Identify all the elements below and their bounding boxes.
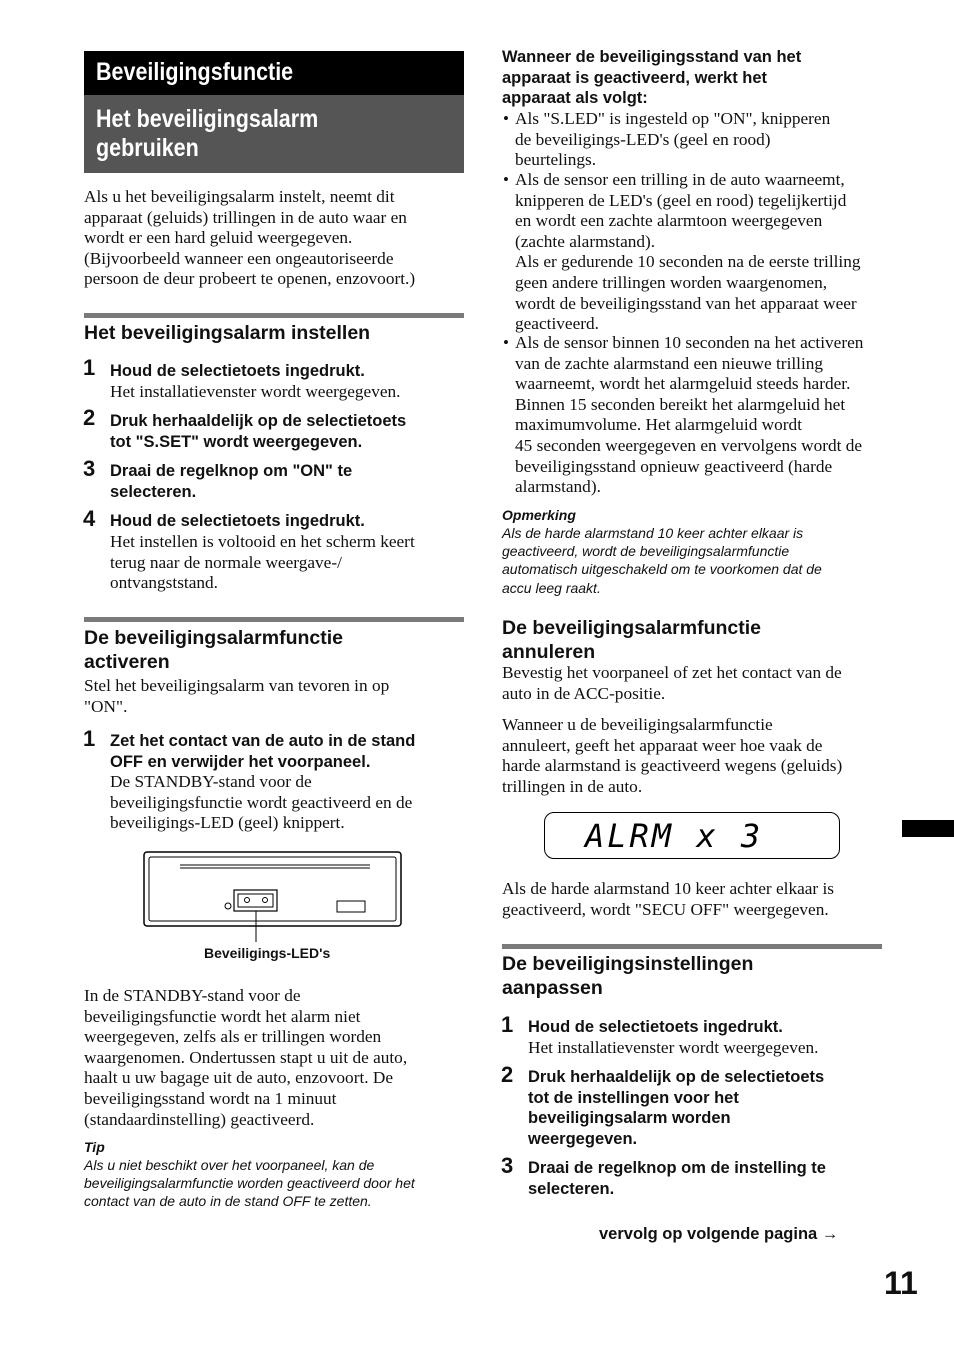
car-unit-illustration: [140, 848, 406, 946]
activate-intro: Stel het beveiligingsalarm van tevoren in op "ON".: [84, 676, 390, 716]
cancel-paragraph-2: Wanneer u de beveiligingsalarmfunctie annuleert, geeft het apparaat weer hoe vaak de harde alarmstand is geactiveerd wegens (geluids) trillingen in de auto.: [502, 715, 843, 796]
subsection-title-line1: Het beveiligingsalarm: [96, 105, 319, 133]
step-title: Houd de selectietoets ingedrukt.: [528, 1018, 783, 1036]
step-title: Houd de selectietoets ingedrukt.: [110, 362, 365, 380]
section-rule: [84, 313, 464, 318]
lcd-display: [544, 812, 840, 859]
step-title: Draai de regelknop om "ON" te selecteren.: [110, 462, 353, 501]
note-text: Als de harde alarmstand 10 keer achter elkaar is geactiveerd, wordt de beveiligingsalarmfunctie automatisch uitgeschakeld om te voorkomen dat de accu leeg raakt.: [502, 525, 822, 596]
security-mode-heading: Wanneer de beveiligingsstand van het apparaat is geactiveerd, werkt het apparaat als volgt:: [502, 48, 802, 107]
step-number: 1: [83, 726, 96, 751]
step-number: 3: [501, 1153, 514, 1178]
bullet-dot: •: [503, 109, 509, 128]
step-number: 1: [83, 355, 96, 380]
step-title: Zet het contact van de auto in de stand OFF en verwijder het voorpaneel.: [110, 732, 416, 771]
section-title: Beveiligingsfunctie: [96, 58, 294, 86]
step-body: Het instellen is voltooid en het scherm keert terug naar de normale weergave-/ ontvangststand.: [110, 532, 415, 593]
step-title: Druk herhaaldelijk op de selectietoets tot "S.SET" wordt weergegeven.: [110, 412, 407, 451]
continued-next-page: vervolg op volgende pagina →: [599, 1225, 839, 1243]
step-title: Houd de selectietoets ingedrukt.: [110, 512, 365, 530]
adjust-heading: De beveiligingsinstellingen aanpassen: [502, 953, 754, 999]
intro-paragraph: Als u het beveiligingsalarm instelt, neemt dit apparaat (geluids) trillingen in de auto waar en wordt er een hard geluid weergegeven. (Bijvoorbeeld wanneer een ongeautoriseerde persoon de deur probeert te openen, enzovoort.): [84, 187, 416, 289]
cancel-paragraph-3: Als de harde alarmstand 10 keer achter elkaar is geactiveerd, wordt "SECU OFF" weergegeven.: [502, 879, 835, 919]
install-heading: Het beveiligingsalarm instellen: [84, 322, 371, 344]
tip-text: Als u niet beschikt over het voorpaneel, kan de beveiligingsalarmfunctie worden geactiveerd door het contact van de auto in de stand OFF te zetten.: [84, 1157, 415, 1210]
step-title: Druk herhaaldelijk op de selectietoets tot de instellingen voor het beveiligingsalarm worden weergegeven.: [528, 1068, 825, 1148]
step-number: 2: [501, 1062, 514, 1087]
chapter-tab: [902, 820, 954, 837]
bullet-item: Als "S.LED" is ingesteld op "ON", knipperen de beveiligings-LED's (geel en rood) beurtelings.: [515, 109, 831, 170]
page-number: 11: [884, 1265, 918, 1301]
step-number: 1: [501, 1012, 514, 1037]
step-body: De STANDBY-stand voor de beveiligingsfunctie wordt geactiveerd en de beveiligings-LED (geel) knippert.: [110, 772, 413, 833]
bullet-item: Als de sensor een trilling in de auto waarneemt, knipperen de LED's (geel en rood) tegelijkertijd en wordt een zachte alarmtoon weergegeven (zachte alarmstand). Als er gedurende 10 seconden na de eerste trilling geen andere trillingen worden waargenomen, wordt de beveiligingsstand van het apparaat weer geactiveerd.: [515, 170, 861, 334]
cancel-heading: De beveiligingsalarmfunctie annuleren: [502, 617, 761, 663]
step-title: Draai de regelknop om de instelling te selecteren.: [528, 1159, 826, 1198]
tip-heading: Tip: [84, 1139, 105, 1155]
section-rule: [84, 617, 464, 622]
bullet-dot: •: [503, 333, 509, 352]
figure-label: Beveiligings-LED's: [204, 945, 331, 961]
subsection-title-line2: gebruiken: [96, 134, 199, 162]
bullet-dot: •: [503, 170, 509, 189]
section-rule: [502, 944, 882, 949]
step-body: Het installatievenster wordt weergegeven.: [528, 1038, 819, 1057]
step-number: 3: [83, 456, 96, 481]
bullet-item: Als de sensor binnen 10 seconden na het activeren van de zachte alarmstand een nieuwe trilling waarneemt, wordt het alarmgeluid steeds harder. Binnen 15 seconden bereikt het alarmgeluid het maximumvolume. Het alarmgeluid wordt 45 seconden weergegeven en vervolgens wordt de beveiligingsstand opnieuw geactiveerd (harde alarmstand).: [515, 333, 864, 497]
activate-heading: De beveiligingsalarmfunctie activeren: [84, 627, 343, 673]
step-body: Het installatievenster wordt weergegeven.: [110, 382, 401, 401]
cancel-paragraph-1: Bevestig het voorpaneel of zet het contact van de auto in de ACC-positie.: [502, 663, 842, 703]
step-number: 4: [83, 506, 96, 531]
lcd-display-text: ALRM x 3: [585, 817, 764, 855]
standby-paragraph: In de STANDBY-stand voor de beveiligingsfunctie wordt het alarm niet weergegeven, zelfs als er trillingen worden waargenomen. Ondertussen stapt u uit de auto, haalt u uw bagage uit de auto, enzovoort. De beveiligingsstand wordt na 1 minuut (standaardinstelling) geactiveerd.: [84, 986, 408, 1129]
step-number: 2: [83, 405, 96, 430]
note-heading: Opmerking: [502, 507, 576, 523]
